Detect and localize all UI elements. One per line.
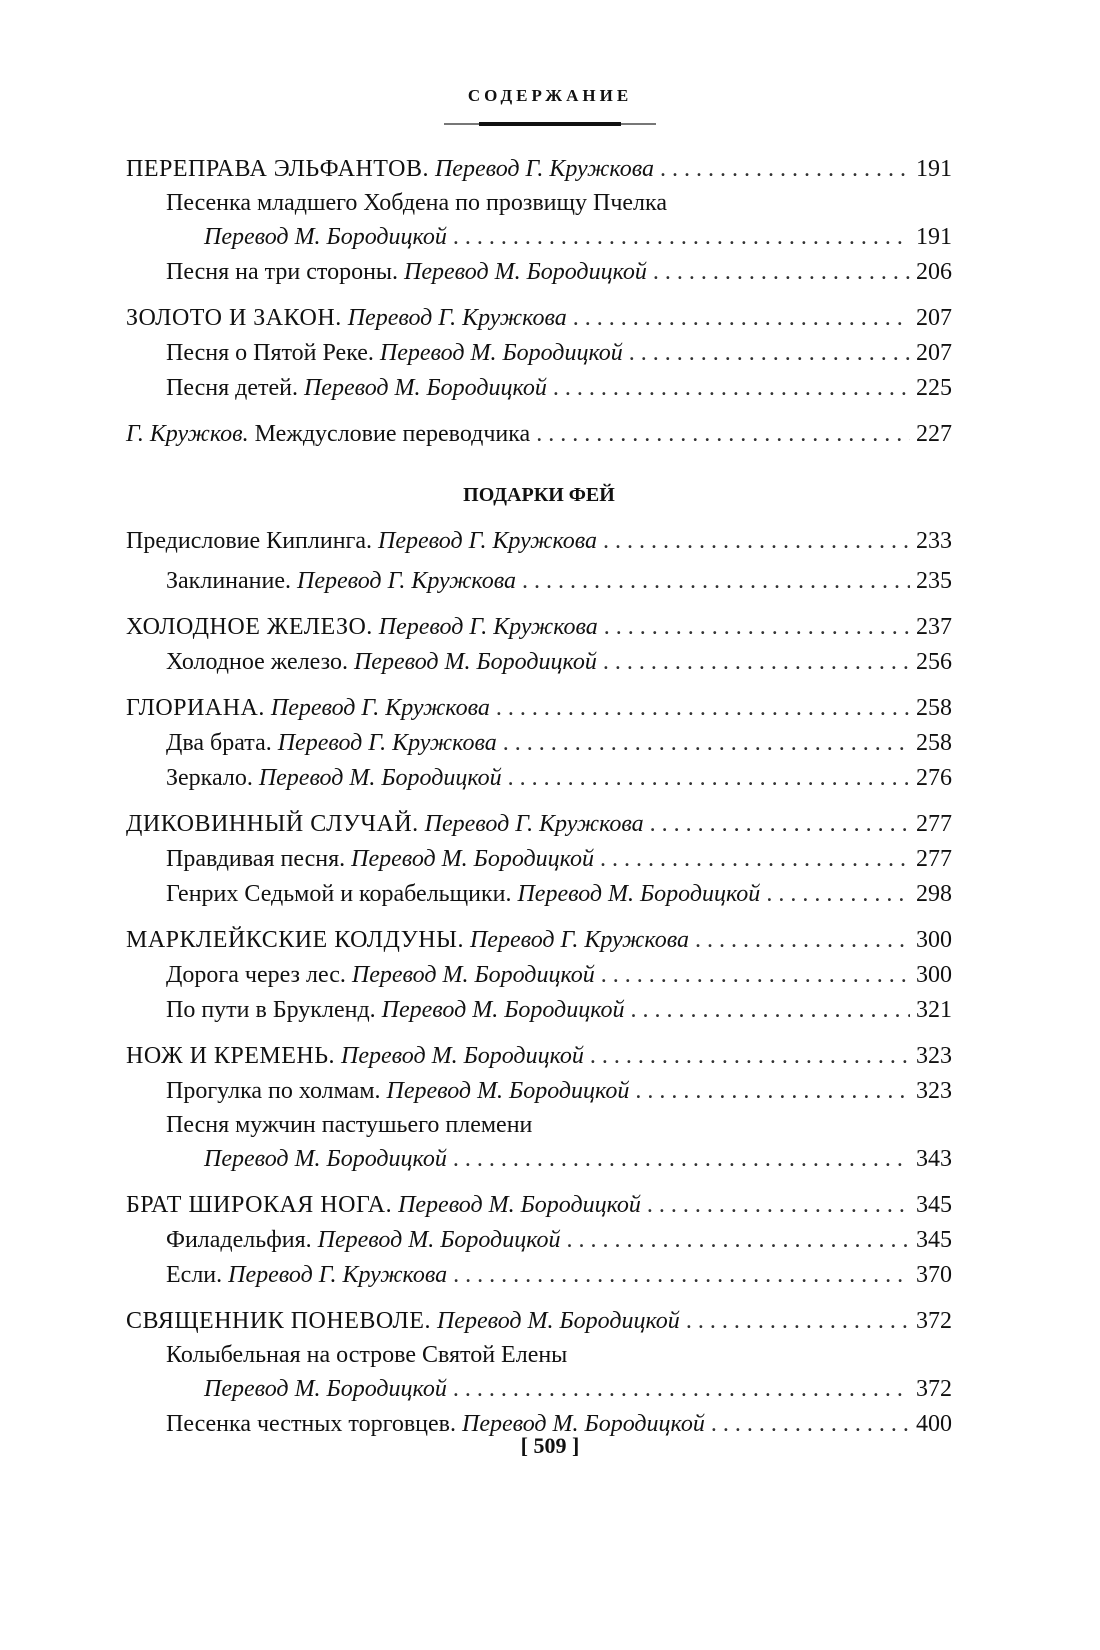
- toc-entry-page: 277: [916, 846, 952, 872]
- toc-entry-title: БРАТ ШИРОКАЯ НОГА.: [126, 1192, 393, 1218]
- toc-leader-dots: [567, 1223, 910, 1258]
- toc-leader-dots: [496, 691, 910, 726]
- toc-entry-translator: Перевод М. Бородицкой: [517, 881, 761, 907]
- toc-entry-translator: Перевод М. Бородицкой: [436, 1308, 680, 1334]
- toc-leader-dots: [453, 1258, 910, 1293]
- toc-entry-translator: Перевод М. Бородицкой: [386, 1078, 630, 1104]
- toc-entry: [126, 371, 952, 406]
- toc-entry: [126, 1074, 952, 1109]
- toc-leader-dots: [629, 336, 910, 371]
- toc-leader-dots: [766, 877, 910, 912]
- toc-entry-title: Песня детей.: [166, 375, 298, 401]
- toc-entry-page: 191: [916, 224, 952, 250]
- toc-entry-page: 370: [916, 1262, 952, 1288]
- toc-leader-dots: [686, 1304, 910, 1339]
- toc-entry-page: 235: [916, 568, 952, 594]
- toc-entry: [126, 761, 952, 796]
- toc-entry: [126, 187, 952, 220]
- toc-entry-translator: Перевод М. Бородицкой: [404, 259, 647, 285]
- toc-entry-title: ХОЛОДНОЕ ЖЕЛЕЗО.: [126, 614, 373, 640]
- toc-leader-dots: [653, 255, 910, 290]
- toc-leader-dots: [604, 610, 910, 645]
- spacer: [126, 406, 952, 417]
- toc-entry-translator: Перевод Г. Кружкова: [424, 811, 644, 837]
- toc-entry-translator: Перевод М. Бородицкой: [398, 1192, 641, 1218]
- toc-entry-page: 277: [916, 811, 952, 837]
- toc-entry: [126, 1339, 952, 1372]
- toc-leader-dots: [603, 524, 910, 559]
- toc-entry-title: НОЖ И КРЕМЕНЬ.: [126, 1043, 336, 1069]
- toc-entry: [126, 645, 952, 680]
- toc-entry-page: 191: [916, 156, 952, 182]
- section-heading: ПОДАРКИ ФЕЙ: [463, 484, 615, 506]
- toc-leader-dots: [600, 842, 910, 877]
- toc-entry-page: 345: [916, 1192, 952, 1218]
- header-rule: [444, 123, 656, 125]
- toc-entry-translator: Перевод М. Бородицкой: [353, 649, 597, 675]
- toc-entry-page: 323: [916, 1078, 952, 1104]
- toc-leader-dots: [453, 1372, 910, 1407]
- toc-entry-page: 372: [916, 1376, 952, 1402]
- toc-entry-translator: Перевод Г. Кружкова: [469, 927, 689, 953]
- toc-entry-page: 372: [916, 1308, 952, 1334]
- toc-entry-title: Песенка честных торговцев.: [166, 1411, 456, 1437]
- toc-entry: [126, 1039, 952, 1074]
- toc-entry-page: 227: [916, 421, 952, 447]
- toc-entry: [126, 1304, 952, 1339]
- toc-entry: [126, 958, 952, 993]
- toc-entry: [126, 807, 952, 842]
- toc-entry-page: 300: [916, 962, 952, 988]
- toc-entry-page: 206: [916, 259, 952, 285]
- toc-entry-translator: Перевод Г. Кружкова: [434, 156, 654, 182]
- toc-entry-translator: Перевод М. Бородицкой: [258, 765, 502, 791]
- toc-entry: [126, 336, 952, 371]
- toc-entry-translator: Перевод Г. Кружкова: [228, 1262, 448, 1288]
- toc-leader-dots: [650, 807, 910, 842]
- toc-entry-page: 321: [916, 997, 952, 1023]
- toc-entry-page: 300: [916, 927, 952, 953]
- toc-entry-title: Песня мужчин пастушьего племени: [166, 1112, 533, 1138]
- toc-entry-translator: Перевод М. Бородицкой: [204, 1376, 447, 1402]
- toc-entry-continuation: [126, 1142, 952, 1177]
- toc-entry: [126, 726, 952, 761]
- header-rule-accent: [479, 122, 621, 126]
- toc-leader-dots: [536, 417, 910, 452]
- toc-entry-title: Если.: [166, 1262, 223, 1288]
- toc-entry-translator: Перевод Г. Кружкова: [347, 305, 567, 331]
- toc-entry-title: По пути в Брукленд.: [166, 997, 376, 1023]
- toc-entry-title: Междусловие переводчика: [254, 421, 531, 447]
- toc-entry: [126, 1188, 952, 1223]
- toc-leader-dots: [522, 564, 910, 599]
- toc-leader-dots: [695, 923, 910, 958]
- toc-entry-page: 207: [916, 340, 952, 366]
- toc-leader-dots: [453, 220, 910, 255]
- toc-entry-page: 400: [916, 1411, 952, 1437]
- toc-entry-title: ГЛОРИАНА.: [126, 695, 265, 721]
- toc-entry-continuation: [126, 220, 952, 255]
- toc-entry-page: 258: [916, 695, 952, 721]
- toc-entry-title: МАРКЛЕЙКСКИЕ КОЛДУНЫ.: [126, 927, 464, 953]
- toc-entry-translator: Перевод Г. Кружкова: [378, 614, 598, 640]
- toc-entry-translator: Перевод Г. Кружкова: [270, 695, 490, 721]
- toc-leader-dots: [635, 1074, 910, 1109]
- toc-entry-title: ПЕРЕПРАВА ЭЛЬФАНТОВ.: [126, 156, 429, 182]
- toc-entry-translator: Перевод М. Бородицкой: [303, 375, 547, 401]
- toc-entry-title: Два брата.: [166, 730, 272, 756]
- toc-entry-title: ЗОЛОТО И ЗАКОН.: [126, 305, 342, 331]
- toc-entry-title: СВЯЩЕННИК ПОНЕВОЛЕ.: [126, 1308, 431, 1334]
- toc-entry: [126, 842, 952, 877]
- toc-entry-title: ДИКОВИННЫЙ СЛУЧАЙ.: [126, 811, 419, 837]
- toc-entry-translator: Перевод М. Бородицкой: [461, 1411, 705, 1437]
- toc-entry-title: Песенка младшего Хобдена по прозвищу Пчелка: [166, 190, 667, 216]
- toc-leader-dots: [601, 958, 910, 993]
- toc-entry: [126, 255, 952, 290]
- toc-entry-translator: Перевод М. Бородицкой: [204, 1146, 447, 1172]
- toc-leader-dots: [590, 1039, 910, 1074]
- toc-entry: [126, 1258, 952, 1293]
- page-number: [ 509 ]: [520, 1433, 580, 1458]
- toc-entry-title: Предисловие Киплинга.: [126, 528, 373, 554]
- toc-leader-dots: [631, 993, 910, 1028]
- toc-entry-page: 298: [916, 881, 952, 907]
- toc-entry-page: 276: [916, 765, 952, 791]
- toc-entry-afterword: [126, 417, 952, 452]
- toc-entry-page: 207: [916, 305, 952, 331]
- toc-entry: [126, 923, 952, 958]
- toc-entry: [126, 877, 952, 912]
- toc-leader-dots: [508, 761, 910, 796]
- toc-leader-dots: [573, 301, 910, 336]
- toc-entry: [126, 564, 952, 599]
- toc-entry-title: Песня на три стороны.: [166, 259, 399, 285]
- toc-entry-page: 323: [916, 1043, 952, 1069]
- toc-entry: [126, 691, 952, 726]
- toc-leader-dots: [553, 371, 910, 406]
- toc-entry-title: Холодное железо.: [166, 649, 348, 675]
- toc-entry-title: Генрих Седьмой и корабельщики.: [166, 881, 512, 907]
- toc-entry-title: Дорога через лес.: [166, 962, 346, 988]
- toc-entry-page: 225: [916, 375, 952, 401]
- toc-entry-page: 343: [916, 1146, 952, 1172]
- toc-entry-title: Филадельфия.: [166, 1227, 312, 1253]
- toc-entry-translator: Перевод М. Бородицкой: [379, 340, 623, 366]
- toc-leader-dots: [453, 1142, 910, 1177]
- toc-entry: [126, 524, 952, 559]
- toc-entry-translator: Перевод М. Бородицкой: [351, 962, 595, 988]
- toc-leader-dots: [603, 645, 910, 680]
- toc-entry-page: 233: [916, 528, 952, 554]
- toc-entry-page: 237: [916, 614, 952, 640]
- toc-entry: [126, 610, 952, 645]
- toc-entry-translator: Перевод М. Бородицкой: [341, 1043, 584, 1069]
- toc-entry: [126, 1223, 952, 1258]
- toc-entry-author: Г. Кружков.: [126, 421, 249, 447]
- table-of-contents: [126, 152, 952, 1442]
- toc-entry-continuation: [126, 1372, 952, 1407]
- toc-entry-page: 258: [916, 730, 952, 756]
- toc-entry-translator: Перевод Г. Кружкова: [297, 568, 516, 594]
- toc-entry-translator: Перевод М. Бородицкой: [317, 1227, 561, 1253]
- toc-entry: [126, 993, 952, 1028]
- toc-entry: [126, 301, 952, 336]
- toc-entry-title: Зеркало.: [166, 765, 253, 791]
- toc-entry-translator: Перевод М. Бородицкой: [381, 997, 625, 1023]
- toc-entry-title: Заклинание.: [166, 568, 291, 594]
- toc-leader-dots: [647, 1188, 910, 1223]
- running-header: [0, 86, 1100, 125]
- toc-entry-translator: Перевод Г. Кружкова: [378, 528, 598, 554]
- page-title: СОДЕРЖАНИЕ: [467, 86, 633, 105]
- toc-entry-translator: Перевод М. Бородицкой: [351, 846, 594, 872]
- toc-entry-title: Правдивая песня.: [166, 846, 346, 872]
- toc-entry: [126, 1109, 952, 1142]
- toc-entry-page: 345: [916, 1227, 952, 1253]
- toc-leader-dots: [660, 152, 910, 187]
- toc-entry: [126, 152, 952, 187]
- toc-entry-translator: Перевод Г. Кружкова: [277, 730, 497, 756]
- toc-entry-title: Колыбельная на острове Святой Елены: [166, 1342, 568, 1368]
- toc-entry-title: Песня о Пятой Реке.: [166, 340, 374, 366]
- toc-entry-title: Прогулка по холмам.: [166, 1078, 381, 1104]
- toc-entry-translator: Перевод М. Бородицкой: [204, 224, 447, 250]
- toc-leader-dots: [503, 726, 910, 761]
- toc-entry-page: 256: [916, 649, 952, 675]
